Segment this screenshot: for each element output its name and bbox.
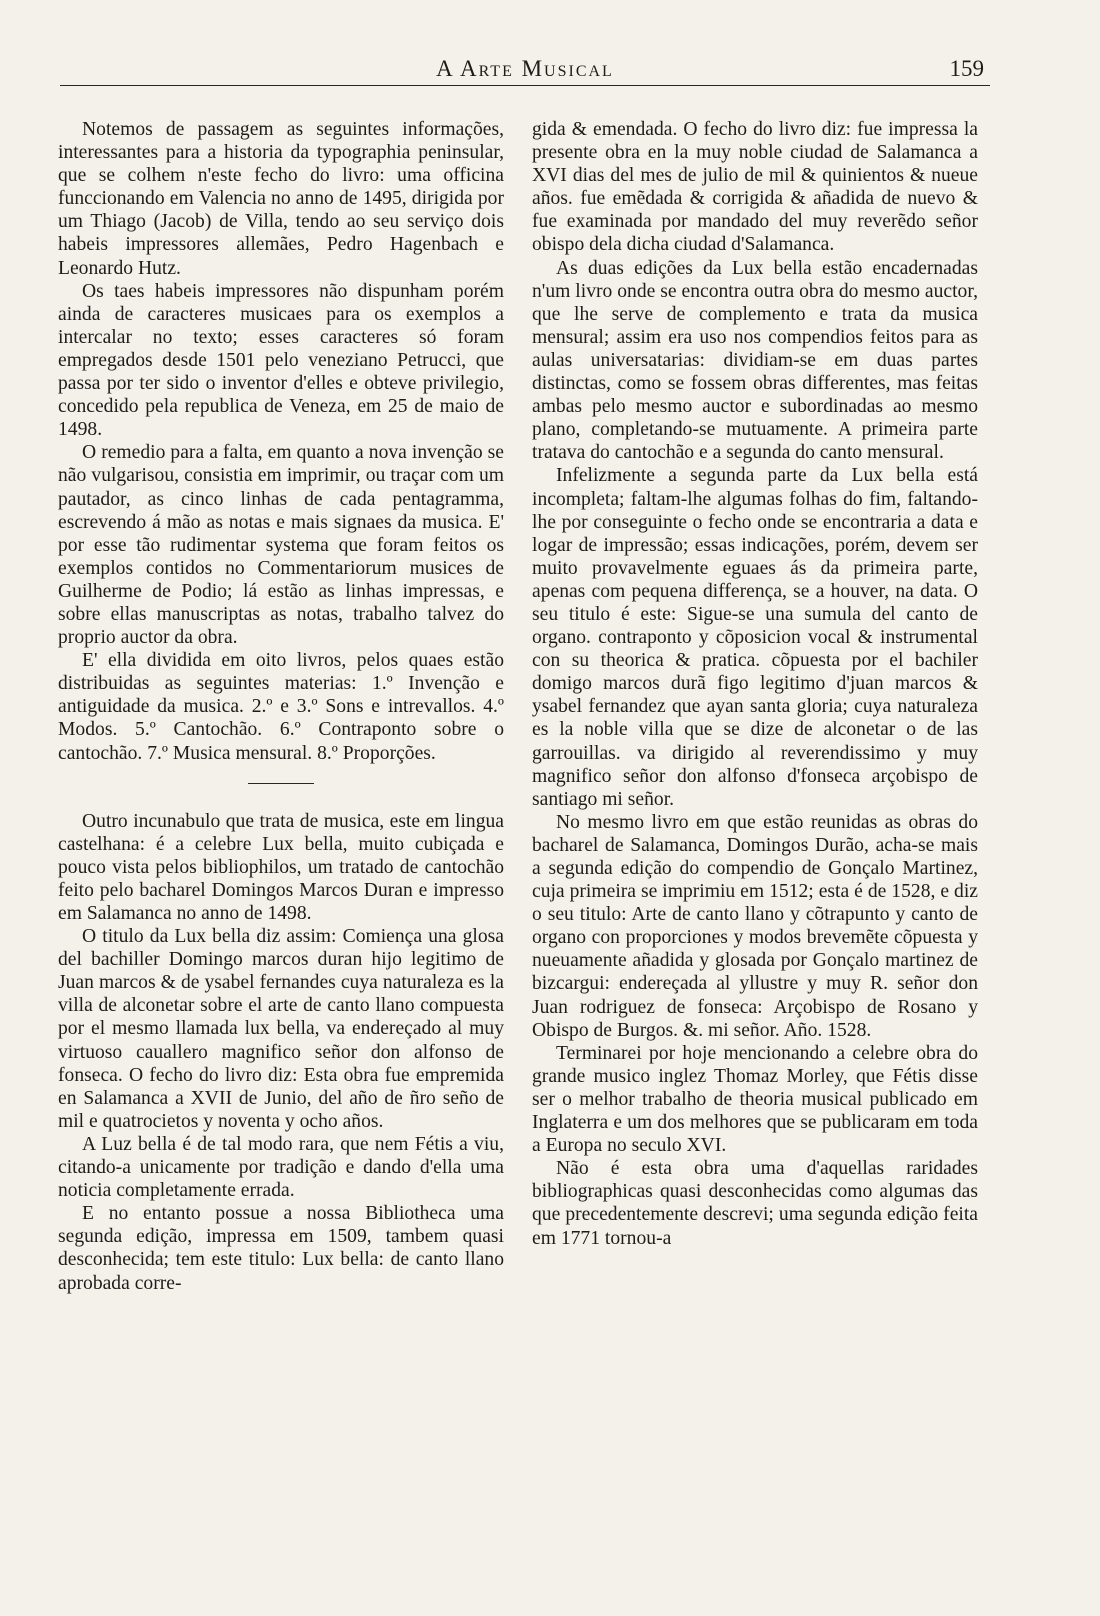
paragraph: E no entanto possue a nossa Bibliotheca uma segunda edição, impressa em 1509, tambem quasi desconhecida; tem este titulo: Lux bella: de canto llano aprobada corre- xyxy=(58,1203,504,1294)
paragraph: No mesmo livro em que estão reunidas as obras do bacharel de Salamanca, Domingos Durão, acha-se mais a segunda edição do compendio de Gonçalo Martinez, cuja primeira se imprimiu em 1512; esta é de 1528, e diz o seu titulo: Arte de canto llano y cõtrapunto y canto de organo con proporciones y modos brevemẽte cõpuesta y nueuamente añadida y glosada por Gonçalo martinez de bizcargui: endereçada al yllustre y muy R. señor don Juan rodriguez de fonseca: Arçobispo de Rosano y Obispo de Burgos. &. mi señor. Año. 1528. xyxy=(532,811,978,1041)
paragraph: O remedio para a falta, em quanto a nova invenção se não vulgarisou, consistia em imprimir, ou traçar com um pautador, as cinco linhas de cada pentagramma, escrevendo á mão as notas e mais signaes da musica. E' por esse tão rudimentar systema que foram feitos os exemplos contidos no Commentariorum musices de Guilherme de Podio; lá estão as linhas impressas, e sobre ellas manuscriptas as notas, trabalho talvez do proprio auctor da obra. xyxy=(58,442,504,649)
paragraph: Notemos de passagem as seguintes informações, interessantes para a historia da typographia peninsular, que se colhem n'este fecho do livro: uma officina funccionando em Valencia no anno de 1495, dirigida por um Thiago (Jacob) de Villa, tendo ao seu serviço dois habeis impressores allemães, Pedro Hagenbach e Leonardo Hutz. xyxy=(58,119,504,279)
paragraph: A Luz bella é de tal modo rara, que nem Fétis a viu, citando-a unicamente por tradição e dando d'ella uma noticia completamente errada. xyxy=(58,1133,504,1202)
section-separator xyxy=(248,783,314,784)
running-header xyxy=(60,52,990,86)
left-column xyxy=(58,118,504,1295)
paragraph: Não é esta obra uma d'aquellas raridades bibliographicas quasi desconhecidas como algumas das que precedentemente descrevi; uma segunda edição feita em 1771 tornou-a xyxy=(532,1158,978,1249)
paragraph: gida & emendada. O fecho do livro diz: fue impressa la presente obra en la muy noble ciudad de Salamanca a XVI dias del mes de julio de mil & quinientos & nueue años. fue emẽdada & corrigida & añadida de nuevo & fue examinada por mandado del muy reverẽdo señor obispo dela dicha ciudad d'Salamanca. xyxy=(532,119,978,256)
paragraph: As duas edições da Lux bella estão encadernadas n'um livro onde se encontra outra obra do mesmo auctor, que lhe serve de complemento e trata da musica mensural; assim era uso nos compendios feitos para as aulas universatarias: dividiam-se em duas partes distinctas, como se fossem obras differentes, mas feitas ambas pelo mesmo auctor e subordinadas ao mesmo plano, completando-se mutuamente. A primeira parte tratava do cantochão e a segunda do canto mensural. xyxy=(532,257,978,464)
paragraph: Os taes habeis impressores não dispunham porém ainda de caracteres musicaes para os exemplos a intercalar no texto; esses caracteres só foram empregados desde 1501 pelo veneziano Petrucci, que passa por ter sido o inventor d'elles e obteve privilegio, concedido pela republica de Veneza, em 25 de maio de 1498. xyxy=(58,280,504,441)
right-column xyxy=(532,118,978,1250)
page-number: 159 xyxy=(949,56,984,81)
paragraph: E' ella dividida em oito livros, pelos quaes estão distribuidas as seguintes materias: 1.º Invenção e antiguidade da musica. 2.º e 3.º Sons e intrevallos. 4.º Modos. 5.º Cantochão. 6.º Contraponto sobre o cantochão. 7.º Musica mensural. 8.º Proporções. xyxy=(58,650,504,764)
header-rule xyxy=(60,85,990,86)
paragraph: Terminarei por hoje mencionando a celebre obra do grande musico inglez Thomaz Morley, que Fétis disse ser o melhor trabalho de theoria musical publicado em Inglaterra e um dos melhores que se publicaram em toda a Europa no seculo XVI. xyxy=(532,1042,978,1157)
paragraph: Outro incunabulo que trata de musica, este em lingua castelhana: é a celebre Lux bella, muito cubiçada e pouco vista pelos bibliophilos, um tratado de cantochão feito pelo bacharel Domingos Marcos Duran e impresso em Salamanca no anno de 1498. xyxy=(58,810,504,924)
paragraph: O titulo da Lux bella diz assim: Comiença una glosa del bachiller Domingo marcos duran hijo legitimo de Juan marcos & de ysabel fernandes cuya naturaleza es la villa de alconetar sobre el arte de canto llano compuesta por el mesmo llamada lux bella, va endereçado al muy virtuoso cauallero magnifico señor don alfonso de fonseca. O fecho do livro diz: Esta obra fue empremida en Salamanca a XVII de Junio, del año de ñro seño de mil e quatrocietos y noventa y ocho años. xyxy=(58,926,504,1132)
paragraph: Infelizmente a segunda parte da Lux bella está incompleta; faltam-lhe algumas folhas do fim, faltando-lhe por conseguinte o fecho onde se encontraria a data e logar de impressão; essas indicações, porém, devem ser muito provavelmente eguaes ás da primeira parte, apenas com pequena differença, se a houver, na data. O seu titulo é este: Sigue-se una sumula del canto de organo. contraponto y cõposicion vocal & instrumental con su theorica & pratica. cõpuesta por el bachiler domigo marcos durã figo legitimo d'juan marcos & ysabel fernandez que ayan santa gloria; cuya naturaleza es la noble villa que se dize de alconetar o de las garrouillas. va dirigido al reverendissimo y muy magnifico señor don alfonso d'fonseca arçobispo de santiago mi señor. xyxy=(532,465,978,810)
journal-title: A Arte Musical xyxy=(436,56,614,81)
